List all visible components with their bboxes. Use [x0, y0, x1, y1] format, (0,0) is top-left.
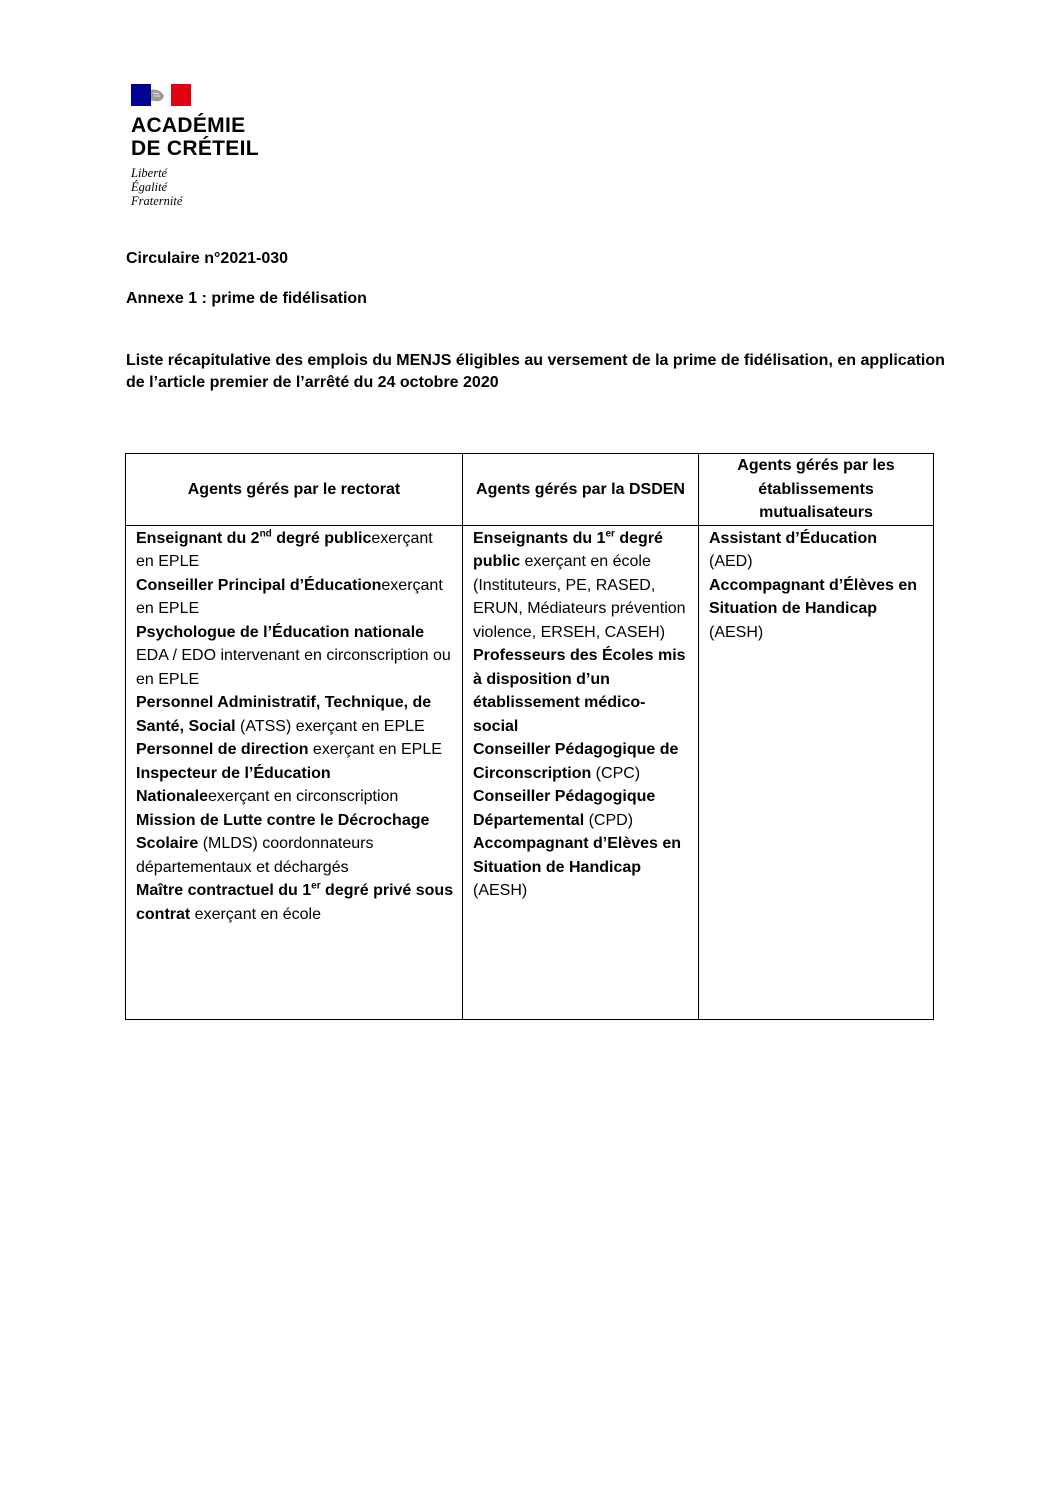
list-item — [473, 832, 690, 903]
annexe-title: Annexe 1 : prime de fidélisation — [126, 290, 367, 307]
entry-rest: exerçant en école — [190, 905, 321, 923]
entry-rest: (ATSS) exerçant en EPLE — [235, 717, 425, 735]
entry-rest: (CPD) — [584, 811, 634, 829]
entry-rest: (AESH) — [473, 882, 528, 899]
table-body-row — [126, 525, 934, 1020]
academie-logo — [131, 84, 331, 208]
entry-bold2: degré public — [271, 529, 372, 547]
entry-bold: Conseiller Pédagogique de Circonscription — [473, 741, 679, 782]
logo-line1: ACADÉMIE — [131, 114, 246, 137]
entry-bold: Assistant d’Éducation — [709, 529, 878, 547]
entry-bold: Maître contractuel du 1 — [136, 882, 312, 899]
entry-bold2: degré privé sous contrat — [136, 882, 454, 923]
entry-sup: er — [605, 528, 615, 540]
entry-rest: exerçant en EPLE — [136, 576, 443, 617]
list-item — [709, 527, 925, 574]
entry-bold: Psychologue de l’Éducation nationale — [136, 623, 425, 641]
list-item — [136, 879, 454, 926]
entry-sup: er — [311, 880, 321, 892]
list-item — [136, 527, 454, 574]
entry-bold: Conseiller Pédagogique Départemental — [473, 788, 656, 829]
header-dsden: Agents gérés par la DSDEN — [463, 454, 699, 526]
list-item — [473, 644, 690, 738]
entry-rest: EDA / EDO intervenant en circonscription ou en EPLE — [136, 647, 451, 688]
entry-bold: Accompagnant d’Élèves en Situation de Handicap — [709, 576, 918, 617]
eligible-jobs-table — [125, 453, 934, 1020]
entry-rest: (MLDS) coordonnateurs départementaux et déchargés — [136, 835, 374, 876]
dsden-list — [473, 527, 690, 903]
marianne-flag-icon — [131, 84, 191, 106]
motto-fraternite: Fraternité — [131, 194, 183, 208]
list-item — [136, 762, 454, 809]
list-item — [136, 738, 454, 762]
entry-sup: nd — [259, 528, 272, 540]
list-item — [709, 574, 925, 645]
col-dsden — [463, 525, 699, 1020]
entry-bold: Personnel de direction — [136, 741, 309, 758]
entry-rest: (AESH) — [709, 623, 764, 641]
rectorat-list — [136, 527, 454, 927]
list-item — [136, 691, 454, 738]
list-item — [473, 738, 690, 785]
list-item — [473, 785, 690, 832]
col-etablissements — [699, 525, 934, 1020]
entry-bold: Enseignants du 1 — [473, 529, 606, 547]
circulaire-number: Circulaire n°2021-030 — [126, 250, 289, 267]
motto-egalite: Égalité — [131, 180, 168, 194]
entry-rest: (AED) — [709, 553, 753, 570]
entry-bold: Enseignant du 2 — [136, 529, 260, 547]
header-rectorat: Agents gérés par le rectorat — [126, 454, 463, 526]
entry-rest: exerçant en EPLE — [136, 529, 433, 570]
liste-title: Liste récapitulative des emplois du MENJS éligibles au versement de la prime de fidélisation, en application de l’article premier de l’arrêté du 24 octobre 2020 — [126, 352, 945, 391]
entry-bold: Accompagnant d’Elèves en Situation de Handicap — [473, 835, 682, 876]
entry-rest: exerçant en circonscription — [208, 788, 399, 805]
motto-liberte: Liberté — [131, 166, 168, 180]
etablissements-list — [709, 527, 925, 645]
entry-bold: Inspecteur de l’Éducation Nationale — [136, 764, 331, 805]
entry-rest: (CPC) — [591, 764, 641, 782]
list-item — [136, 809, 454, 880]
list-item — [136, 621, 454, 692]
entry-rest: exerçant en EPLE — [308, 741, 442, 758]
entry-bold: Personnel Administratif, Technique, de Santé, Social — [136, 694, 432, 735]
logo-line2: DE CRÉTEIL — [131, 137, 259, 160]
motto — [131, 166, 331, 208]
entry-bold2: degré public — [473, 529, 663, 570]
col-rectorat — [126, 525, 463, 1020]
list-item — [136, 574, 454, 621]
entry-bold: Conseiller Principal d’Éducation — [136, 576, 382, 594]
entry-bold: Mission de Lutte contre le Décrochage Scolaire — [136, 811, 430, 852]
entry-rest: exerçant en école (Instituteurs, PE, RASED, ERUN, Médiateurs prévention violence, ERSEH, CASEH) — [473, 553, 686, 641]
entry-bold: Professeurs des Écoles mis à disposition d’un établissement médico-social — [473, 647, 686, 735]
table-header-row — [126, 454, 934, 526]
list-item — [473, 527, 690, 645]
header-etablissements: Agents gérés par les établissements mutualisateurs — [699, 454, 934, 526]
